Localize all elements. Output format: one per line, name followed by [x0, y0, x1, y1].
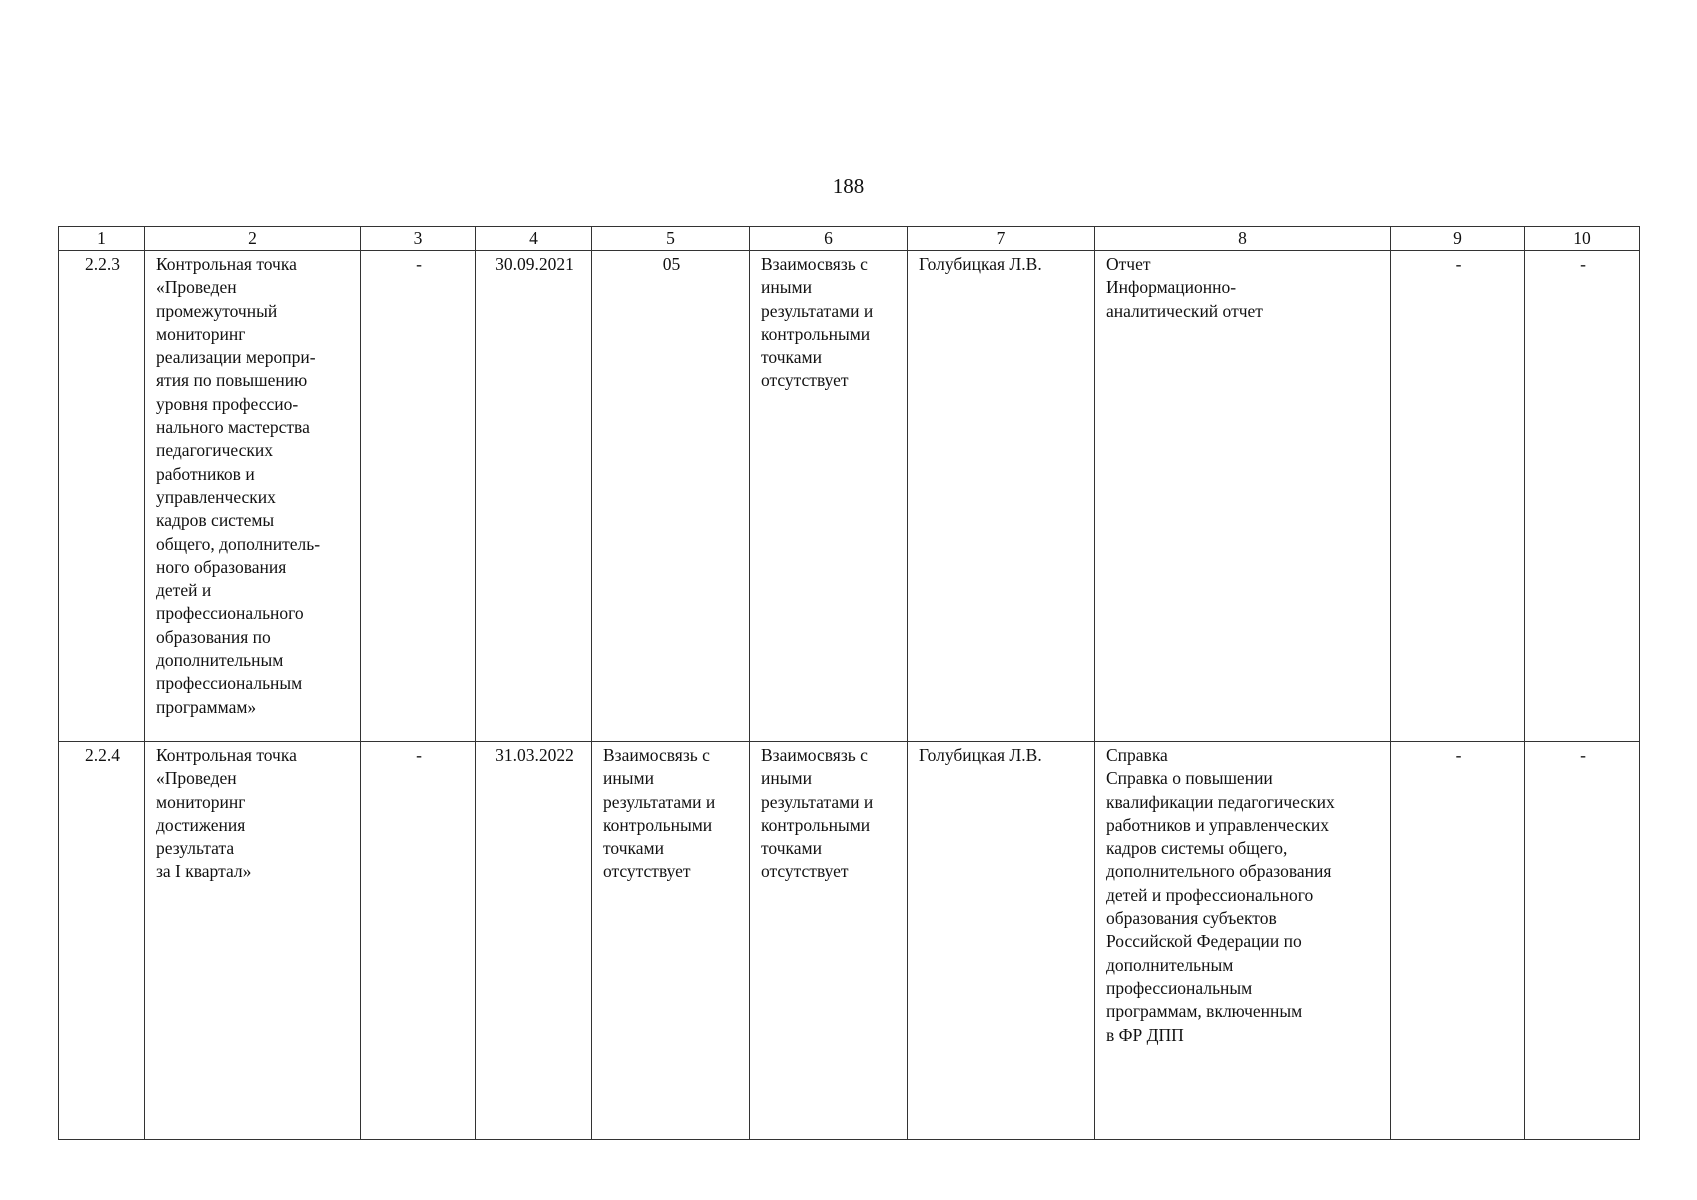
cell-col-10: - — [1525, 742, 1640, 1140]
relation-cell-col-5: Взаимосвязь с иными результатами и контрольными точками отсутствует — [592, 742, 750, 1140]
date-cell: 31.03.2022 — [476, 742, 592, 1140]
header-col-5: 5 — [592, 227, 750, 251]
cell-col-5: 05 — [592, 251, 750, 742]
header-col-7: 7 — [908, 227, 1095, 251]
date-cell: 30.09.2021 — [476, 251, 592, 742]
header-col-10: 10 — [1525, 227, 1640, 251]
header-col-1: 1 — [59, 227, 145, 251]
cell-col-9: - — [1391, 742, 1525, 1140]
row-number: 2.2.4 — [59, 742, 145, 1140]
page-number: 188 — [832, 174, 865, 198]
checkpoint-name: Контрольная точка «Проведен промежуточный мониторинг реализации меропри- ятия по повышению уровня профессио- нального мастерства педагогических работников и управленческих кадров системы общего, дополнитель- ного образования детей и профессионального образования по дополнительным профессиональным программам» — [145, 251, 361, 742]
document-cell: Справка Справка о повышении квалификации педагогических работников и управленческих кадров системы общего, дополнительного образования детей и профессионального образования субъектов Российской Федерации по дополнительным профессиональным программам, включенным в ФР ДПП — [1095, 742, 1391, 1140]
cell-col-9: - — [1391, 251, 1525, 742]
row-number: 2.2.3 — [59, 251, 145, 742]
cell-col-3: - — [361, 251, 476, 742]
header-col-8: 8 — [1095, 227, 1391, 251]
header-row — [59, 227, 1640, 251]
header-col-2: 2 — [145, 227, 361, 251]
header-col-4: 4 — [476, 227, 592, 251]
responsible-cell: Голубицкая Л.В. — [908, 251, 1095, 742]
document-cell: Отчет Информационно- аналитический отчет — [1095, 251, 1391, 742]
responsible-cell: Голубицкая Л.В. — [908, 742, 1095, 1140]
relation-cell: Взаимосвязь с иными результатами и контрольными точками отсутствует — [750, 251, 908, 742]
table-row — [59, 742, 1640, 1140]
checkpoint-name: Контрольная точка «Проведен мониторинг достижения результата за I квартал» — [145, 742, 361, 1140]
header-col-9: 9 — [1391, 227, 1525, 251]
relation-cell: Взаимосвязь с иными результатами и контрольными точками отсутствует — [750, 742, 908, 1140]
header-col-3: 3 — [361, 227, 476, 251]
cell-col-3: - — [361, 742, 476, 1140]
plan-table — [58, 226, 1640, 1140]
cell-col-10: - — [1525, 251, 1640, 742]
header-col-6: 6 — [750, 227, 908, 251]
table-row — [59, 251, 1640, 742]
